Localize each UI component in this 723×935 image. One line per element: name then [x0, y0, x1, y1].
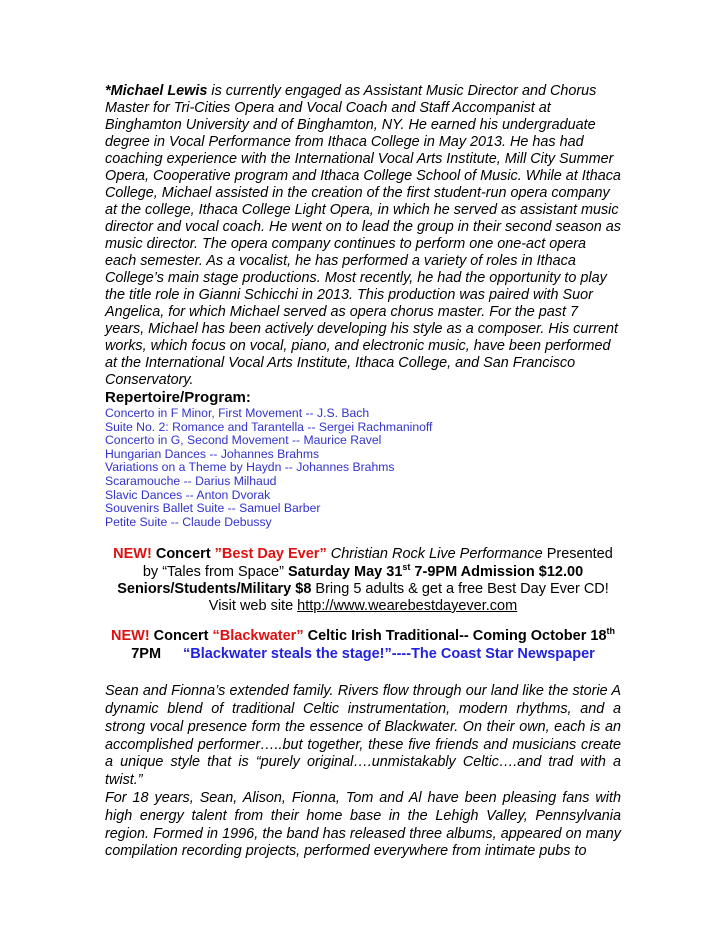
band-bio-paragraph-2: For 18 years, Sean, Alison, Fionna, Tom and Al have been pleasing fans with high energy talent from their home base in the Lehigh Valley, Pennsylvania region. Formed in 1996, the band has released three albums, appeared on many compilation recording projects, performed everywhere from intimate pubs to: [105, 789, 621, 860]
visit-site-text: Visit web site: [208, 597, 298, 614]
repertoire-item: Variations on a Theme by Haydn -- Johannes Brahms: [105, 460, 395, 475]
repertoire-list: [105, 407, 621, 529]
bio-body-text: is currently engaged as Assistant Music Director and Chorus Master for Tri-Cities Opera and Vocal Coach and Staff Accompanist at Binghamton University and of Binghamton, NY. He earned his undergraduate degree in Vocal Performance from Ithaca College in May 2013. He has had coaching experience with the International Vocal Arts Institute, Mill City Summer Opera, Cooperative program and Ithaca College School of Music. While at Ithaca College, Michael assisted in the creation of the first student-run opera company at the college, Ithaca College Light Opera, in which he served as assistant music director and vocal coach. He went on to lead the group in their second season as music director. The opera company continues to perform one one-act opera each semester. As a vocalist, he has performed a variety of roles in Ithaca College’s main stage productions. Most recently, he had the opportunity to play the title role in Gianni Schicchi in 2013. This production was paired with Suor Angelica, for which Michael served as opera chorus master. For the past 7 years, Michael has been actively developing his style as a composer. His current works, which focus on vocal, piano, and electronic music, have been performed at the International Vocal Arts Institute, Ithaca College, and San Francisco Conservatory.: [105, 83, 621, 388]
repertoire-item: Souvenirs Ballet Suite -- Samuel Barber: [105, 501, 321, 516]
concert-genre: Christian Rock Live Performance: [326, 546, 543, 563]
document-content: [105, 83, 621, 861]
bio-name: *Michael Lewis: [105, 83, 208, 99]
discount-label: Seniors/Students/Military $8: [117, 580, 312, 597]
presented-by-text: Presented by: [142, 546, 613, 580]
concert-title: “Blackwater”: [212, 628, 304, 645]
offer-text: Bring 5 adults & get a free Best Day Ever CD!: [311, 580, 609, 597]
repertoire-item: Hungarian Dances -- Johannes Brahms: [105, 446, 320, 461]
repertoire-item: Concerto in F Minor, First Movement -- J.S. Bach: [105, 406, 370, 420]
concert-datetime: Saturday May 31: [287, 563, 403, 580]
repertoire-item: Suite No. 2: Romance and Tarantella -- Sergei Rachmaninoff: [105, 419, 433, 434]
repertoire-item: Slavic Dances -- Anton Dvorak: [105, 487, 271, 502]
date-ordinal-suffix: st: [402, 561, 411, 572]
concert-label: Concert: [149, 628, 213, 645]
concert-best-day-ever-announcement: [105, 546, 621, 615]
concert-time: 7PM: [131, 645, 162, 662]
band-bio-paragraph-1: Sean and Fionna’s extended family. Rivers flow through our land like the storie A dynamic blend of traditional Celtic instrumentation, modern rhythms, and a strong vocal presence form the essence of Blackwater. On their own, each is an accomplished performer…..but together, these five friends and musicians create a unique style that is “purely original….unmistakably Celtic….and trad with a twist.”: [105, 683, 621, 789]
band-bio-section: [105, 683, 621, 861]
repertoire-item: Scaramouche -- Darius Milhaud: [105, 473, 277, 488]
repertoire-item: Petite Suite -- Claude Debussy: [105, 514, 272, 529]
presenter-name: “Tales from Space”: [162, 563, 288, 580]
bio-paragraph: [105, 83, 621, 389]
concert-time-admission: 7-9PM Admission $12.00: [410, 563, 584, 580]
website-link[interactable]: http://www.wearebestdayever.com: [297, 597, 518, 614]
press-quote: “Blackwater steals the stage!”----The Coast Star Newspaper: [183, 645, 595, 662]
concert-blackwater-announcement: [105, 628, 621, 663]
repertoire-heading: Repertoire/Program:: [105, 389, 251, 406]
date-ordinal-suffix: th: [606, 626, 616, 637]
concert-label: Concert: [151, 546, 215, 563]
new-badge: NEW!: [113, 546, 152, 563]
concert-title: ”Best Day Ever”: [214, 546, 327, 563]
concert-genre-date: Celtic Irish Traditional-- Coming October 18: [303, 628, 607, 645]
repertoire-item: Concerto in G, Second Movement -- Maurice Ravel: [105, 433, 382, 448]
new-badge: NEW!: [110, 628, 150, 645]
